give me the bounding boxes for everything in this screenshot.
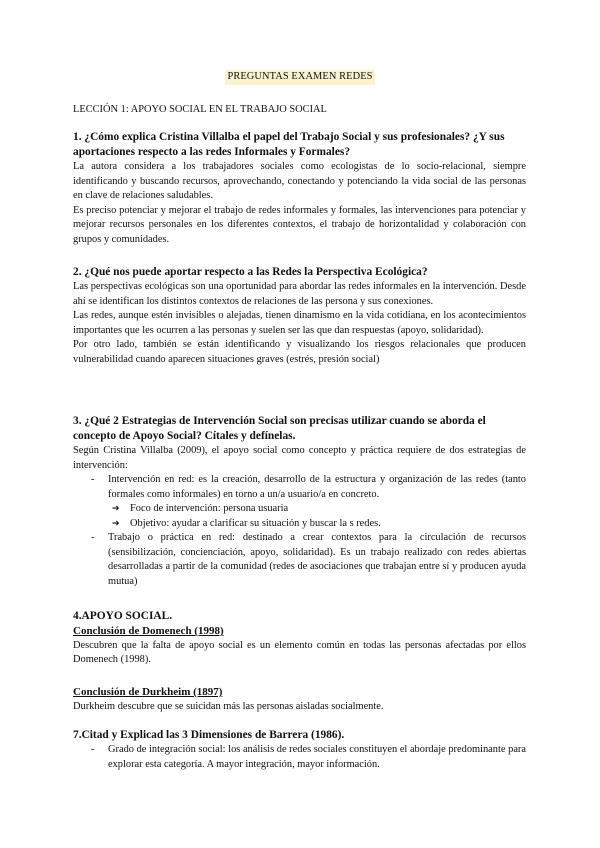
section-q1 (73, 130, 526, 247)
q2-paragraph-2: Las redes, aunque estén invisibles o alejadas, tienen dinamismo en la vida cotidiana, en los acontecimientos importantes que les ocurren a las personas y suelen ser las que dan respuestas (apoyo, solidaridad). (73, 310, 526, 336)
q3-sub-item-1 (73, 502, 526, 517)
lesson-heading: LECCIÓN 1: APOYO SOCIAL EN EL TRABAJO SOCIAL (73, 104, 327, 115)
q1-paragraph-1: La autora considera a los trabajadores sociales como ecologistas de lo socio-relacional, siempre identificando y buscando recursos, aprovechando, conectando y potenciando la vida social de las personas en clave de relaciones saludables. (73, 161, 526, 201)
q2-paragraph-3: Por otro lado, también se están identificando y visualizando los riesgos relacionales que producen vulnerabilidad cuando aparecen situaciones graves (estrés, presión social) (73, 339, 526, 365)
document-title: PREGUNTAS EXAMEN REDES (225, 70, 374, 85)
section-q2 (73, 265, 526, 367)
q7-dimension-list (73, 743, 526, 772)
domenech-heading: Conclusión de Domenech (1998) (73, 625, 224, 637)
arrow-right-icon: ➔ (112, 504, 120, 514)
section-durkheim (73, 685, 526, 714)
domenech-text: Descubren que la falta de apoyo social es un elemento común en todas las personas afectadas por ellos Domenech (1998). (73, 639, 526, 665)
q1-paragraph-2: Es preciso potenciar y mejorar el trabajo de redes informales y formales, las intervenciones para potenciar y mejorar recursos personales en los diferentes contextos, el trabajo de horizontalidad y colaboración con grupos y comunidades. (73, 204, 526, 245)
q2-paragraph-1: Las perspectivas ecológicas son una oportunidad para abordar las redes informales en la intervención. Desde ahí se identifican los distintos contextos de relaciones de las persona y sus conexiones. (73, 281, 526, 307)
q3-strategy-1-text: Intervención en red: es la creación, desarrollo de la estructura y organización de las redes (tanto formales como informales) en torno a un/a usuario/a en concreto. (108, 474, 526, 500)
q3-intro: Según Cristina Villalba (2009), el apoyo social como concepto y práctica requiere de dos estrategias de intervención: (73, 445, 526, 471)
q3-sub-item-2 (73, 517, 526, 532)
title-wrap (0, 70, 600, 85)
q3-strategy-1-sublist (73, 502, 526, 531)
question-4: 4.APOYO SOCIAL. (73, 610, 173, 622)
question-7: 7.Citad y Explicad las 3 Dimensiones de Barrera (1986). (73, 729, 345, 741)
q3-sub-item-1-text: Foco de intervención: persona usuaria (130, 503, 289, 514)
section-q4 (73, 609, 526, 668)
q3-sub-item-2-text: Objetivo: ayudar a clarificar su situación y buscar la s redes. (130, 517, 381, 529)
q7-dimension-1-text: Grado de integración social: los análisis de redes sociales constituyen el abordaje predominante para explorar esta categoría. A mayor integración, mayor información. (108, 744, 526, 770)
question-1: 1. ¿Cómo explica Cristina Villalba el papel del Trabajo Social y sus profesionales? ¿Y sus aportaciones respecto a las redes Informales y Formales? (73, 131, 505, 158)
q3-strategy-2 (73, 531, 526, 589)
q3-strategy-2-text: Trabajo o práctica en red: destinado a crear contextos para la circulación de recursos (sensibilización, concienciación, apoyo, solidaridad). Es un trabajo realizado con redes abiertas desarrolladas a partir de la comunidad (redes de asociaciones que trabajan entre sí y producen ayuda mutua) (108, 532, 526, 587)
section-q3 (73, 414, 526, 589)
arrow-right-icon: ➔ (112, 518, 120, 529)
section-q7 (73, 728, 526, 772)
question-2: 2. ¿Qué nos puede aportar respecto a las Redes la Perspectiva Ecológica? (73, 266, 428, 278)
q7-dimension-1 (73, 743, 526, 772)
q3-strategy-1 (73, 473, 526, 531)
question-3: 3. ¿Qué 2 Estrategias de Intervención Social son precisas utilizar cuando se aborda el concepto de Apoyo Social? Cítales y defínelas. (73, 415, 486, 442)
q3-strategy-list (73, 473, 526, 589)
durkheim-heading: Conclusión de Durkheim (1897) (73, 686, 223, 698)
durkheim-text: Durkheim descubre que se suicidan más las personas aisladas socialmente. (73, 700, 384, 712)
